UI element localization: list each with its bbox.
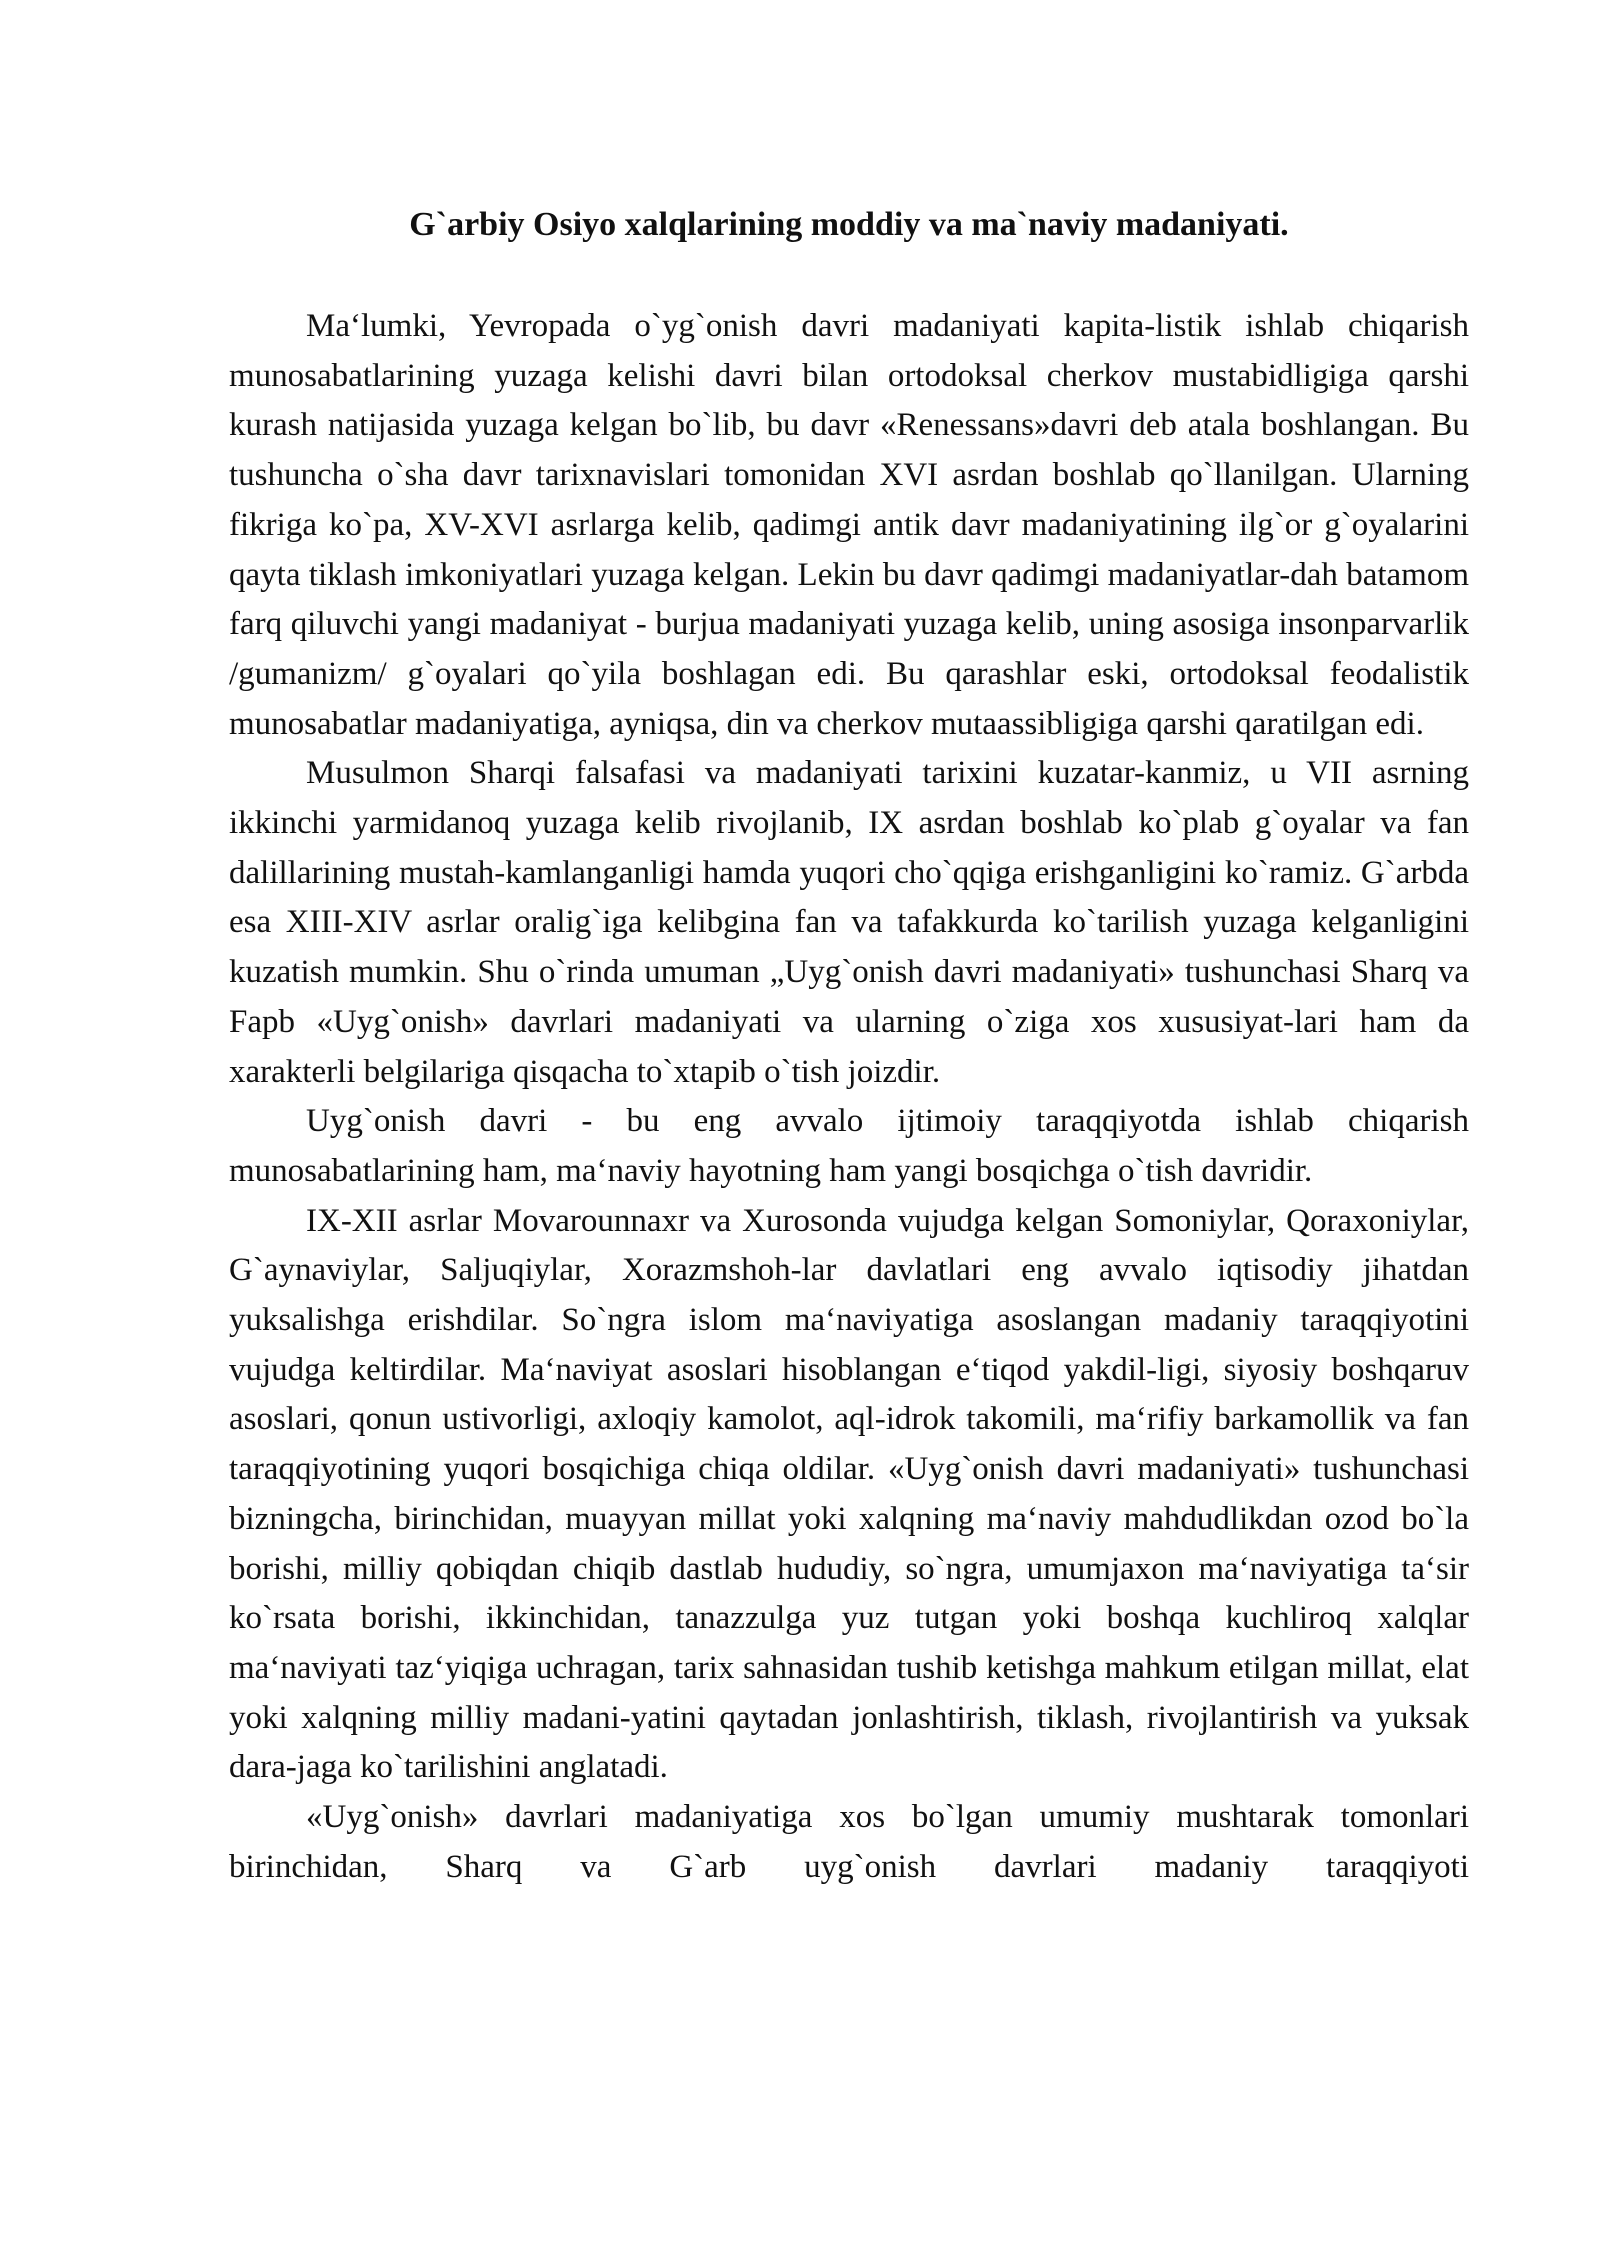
document-title: G`arbiy Osiyo xalqlarining moddiy va ma`naviy madaniyati.	[409, 206, 1289, 243]
paragraph: Uyg`onish davri - bu eng avvalo ijtimoiy taraqqiyotda ishlab chiqarish munosabatlarining ham, ma‘naviy hayotning ham yangi bosqichga o`tish davridir.	[229, 1103, 1469, 1189]
paragraph: Ma‘lumki, Yevropada o`yg`onish davri madaniyati kapita-listik ishlab chiqarish munosabatlarining yuzaga kelishi davri bilan ortodoksal cherkov mustabidligiga qarshi kurash natijasida yuzaga kelgan bo`lib, bu davr «Renessans»davri deb atala boshlangan. Bu tushuncha o`sha davr tarixnavislari tomonidan XVI asrdan boshlab qo`llanilgan. Ularning fikriga ko`pa, XV-XVI asrlarga kelib, qadimgi antik davr madaniyatining ilg`or g`oyalarini qayta tiklash imkoniyatlari yuzaga kelgan. Lekin bu davr qadimgi madaniyatlar-dah batamom farq qiluvchi yangi madaniyat - burjua madaniyati yuzaga kelib, uning asosiga insonparvarlik /gumanizm/ g`oyalari qo`yila boshlagan edi. Bu qarashlar eski, ortodoksal feodalistik munosabatlar madaniyatiga, ayniqsa, din va cherkov mutaassibligiga qarshi qaratilgan edi.	[229, 308, 1469, 742]
paragraph: Musulmon Sharqi falsafasi va madaniyati tarixini kuzatar-kanmiz, u VII asrning ikkinchi yarmidanoq yuzaga kelib rivojlanib, IX asrdan boshlab ko`plab g`oyalar va fan dalillarining mustah-kamlanganligi hamda yuqori cho`qqiga erishganligini ko`ramiz. G`arbda esa XIII-XIV asrlar oralig`iga kelibgina fan va tafakkurda ko`tarilish yuzaga kelganligini kuzatish mumkin. Shu o`rinda umuman „Uyg`onish davri madaniyati» tushunchasi Sharq va Fapb «Uyg`onish» davrlari madaniyati va ularning o`ziga xos xususiyat-lari ham da xarakterli belgilariga qisqacha to`xtapib o`tish joizdir.	[229, 755, 1469, 1090]
paragraph: «Uyg`onish» davrlari madaniyatiga xos bo`lgan umumiy mushtarak tomonlari birinchidan, Sharq va G`arb uyg`onish davrlari madaniy taraqqiyoti	[229, 1799, 1469, 1885]
paragraph: IX-XII asrlar Movarounnaxr va Xurosonda vujudga kelgan Somoniylar, Qoraxoniylar, G`aynaviylar, Saljuqiylar, Xorazmshoh-lar davlatlari eng avvalo iqtisodiy jihatdan yuksalishga erishdilar. So`ngra islom ma‘naviyatiga asoslangan madaniy taraqqiyotini vujudga keltirdilar. Ma‘naviyat asoslari hisoblangan e‘tiqod yakdil-ligi, siyosiy boshqaruv asoslari, qonun ustivorligi, axloqiy kamolot, aql-idrok takomili, ma‘rifiy barkamollik va fan taraqqiyotining yuqori bosqichiga chiqa oldilar. «Uyg`onish davri madaniyati» tushunchasi bizningcha, birinchidan, muayyan millat yoki xalqning ma‘naviy mahdudlikdan ozod bo`la borishi, milliy qobiqdan chiqib dastlab hududiy, so`ngra, umumjaxon ma‘naviyatiga ta‘sir ko`rsata borishi, ikkinchidan, tanazzulga yuz tutgan yoki boshqa kuchliroq xalqlar ma‘naviyati taz‘yiqiga uchragan, tarix sahnasidan tushib ketishga mahkum etilgan millat, elat yoki xalqning milliy madani-yatini qaytadan jonlashtirish, tiklash, rivojlantirish va yuksak dara-jaga ko`tarilishini anglatadi.	[229, 1202, 1469, 1786]
document-body	[229, 302, 1469, 1893]
